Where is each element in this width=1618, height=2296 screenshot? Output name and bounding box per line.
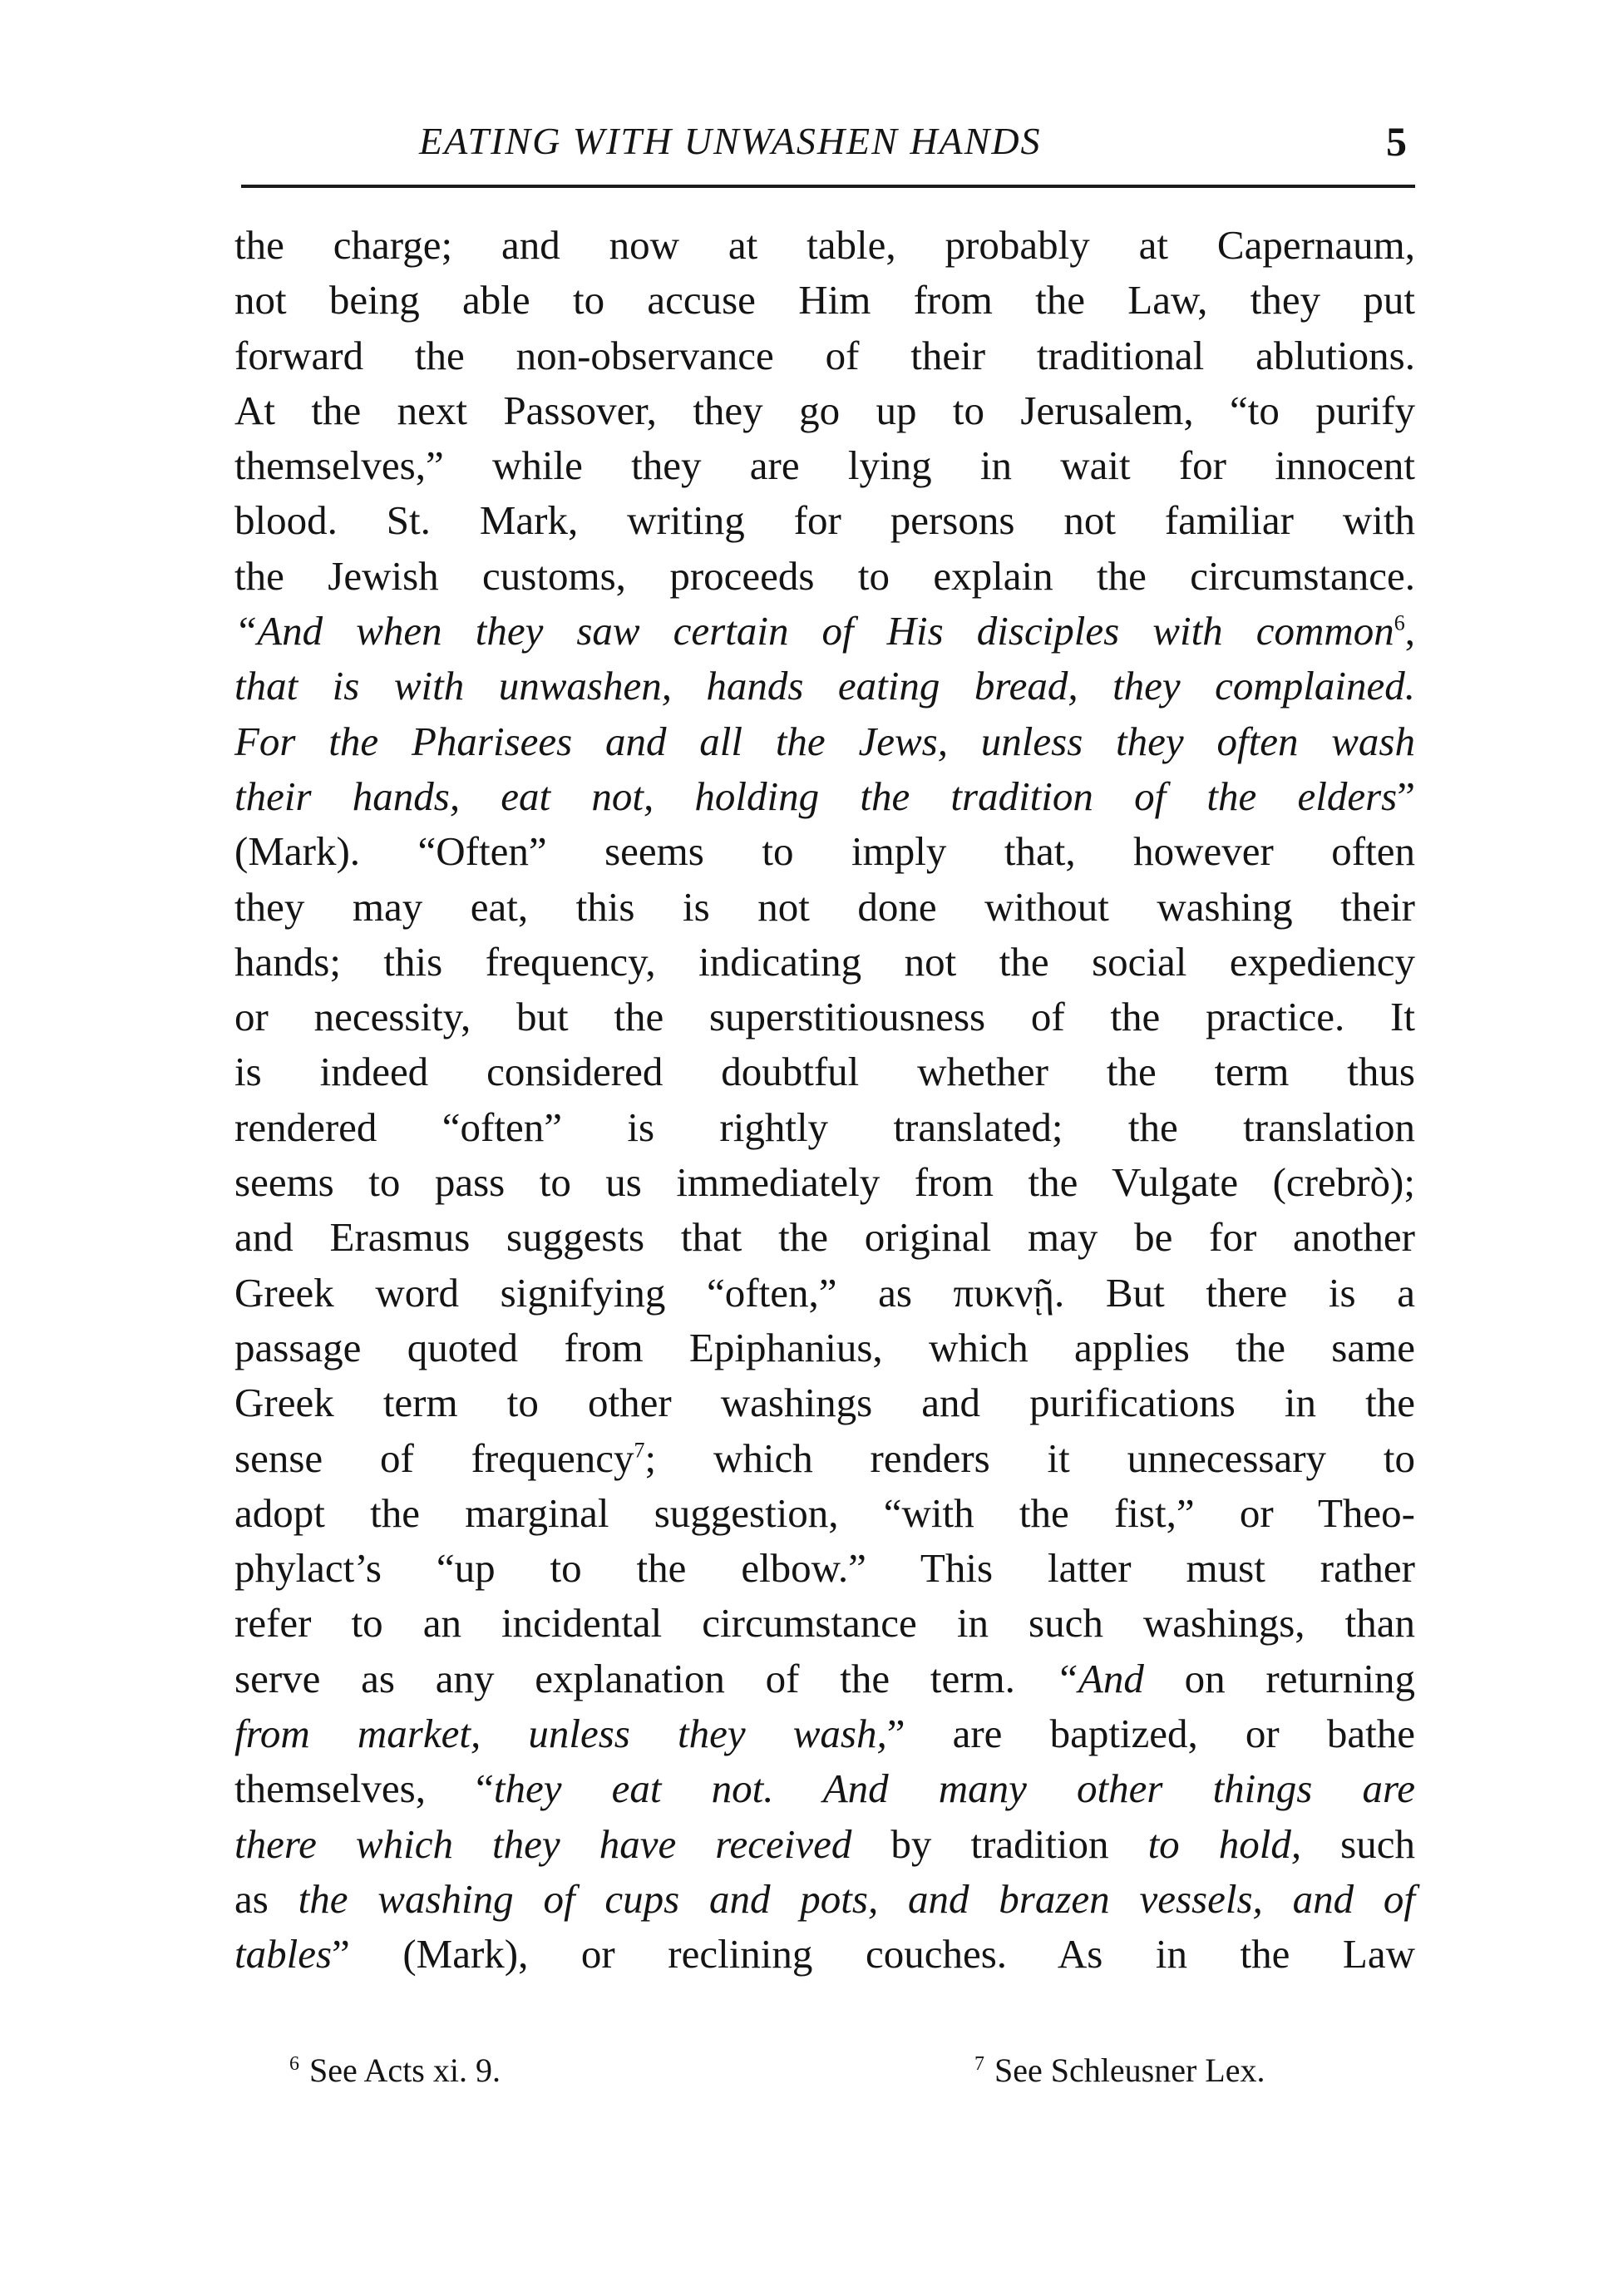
text-segment: tables [234, 1931, 333, 1978]
header-rule [241, 185, 1415, 188]
text-line [234, 273, 1415, 328]
text-segment: “And [1055, 1655, 1144, 1701]
text-segment: to hold, [1147, 1820, 1302, 1867]
text-line [234, 604, 1415, 659]
text-segment: Greek term to other washings and purifications in the [234, 1380, 1415, 1426]
text-line [234, 880, 1415, 935]
text-line [234, 328, 1415, 383]
page-number: 5 [1386, 118, 1407, 165]
text-segment: and Erasmus suggests that the original may be for another [234, 1214, 1415, 1261]
text-line [234, 1155, 1415, 1210]
text-line [234, 1927, 1415, 1982]
text-line [234, 493, 1415, 548]
text-line [234, 714, 1415, 769]
text-line [234, 1486, 1415, 1541]
running-title: EATING WITH UNWASHEN HANDS [419, 120, 1042, 162]
text-line [234, 769, 1415, 824]
text-segment: they may eat, this is not done without washing their [234, 883, 1415, 930]
text-segment: the charge; and now at table, probably at Capernaum, [234, 222, 1415, 268]
text-line [234, 1375, 1415, 1430]
text-segment: hands; this frequency, indicating not the social expediency [234, 938, 1415, 985]
footnote-7-mark: 7 [974, 2052, 984, 2075]
text-segment: blood. St. Mark, writing for persons not familiar with [234, 497, 1415, 544]
text-line [234, 1431, 1415, 1486]
text-segment: serve as any explanation of the term. [234, 1655, 1056, 1701]
text-line [234, 1541, 1415, 1596]
text-line [234, 1706, 1415, 1761]
footnote-7 [974, 2046, 1265, 2096]
text-segment: passage quoted from Epiphanius, which applies the same [234, 1324, 1415, 1370]
text-line [234, 659, 1415, 713]
text-line [234, 1100, 1415, 1155]
text-line [234, 1210, 1415, 1265]
text-segment: as [234, 1875, 298, 1922]
text-segment: sense of frequency [234, 1434, 634, 1481]
text-segment: (Mark). “Often” seems to imply that, however often [234, 828, 1415, 875]
text-segment: ” are baptized, or bathe [886, 1711, 1415, 1757]
text-line [234, 218, 1415, 273]
footnote-reference: 7 [634, 1438, 645, 1463]
text-segment: themselves, “ [234, 1765, 494, 1812]
text-segment: At the next Passover, they go up to Jerusalem, “to purify [234, 387, 1415, 433]
text-line [234, 1872, 1415, 1927]
text-segment: For the Pharisees and all the Jews, unless they often wash [234, 718, 1415, 764]
text-segment: is indeed considered doubtful whether the term thus [234, 1049, 1415, 1095]
text-line [234, 1321, 1415, 1375]
body-text [234, 218, 1415, 1982]
text-line [234, 438, 1415, 493]
text-segment: such [1301, 1820, 1415, 1867]
text-segment: not being able to accuse Him from the Law, they put [234, 277, 1415, 323]
footnotes [234, 2046, 1415, 2096]
text-line [234, 1761, 1415, 1816]
text-line [234, 549, 1415, 604]
text-segment: themselves,” while they are lying in wait for innocent [234, 442, 1415, 489]
text-segment: ; which renders it unnecessary to [644, 1434, 1415, 1481]
text-line [234, 935, 1415, 990]
text-segment: phylact’s “up to the elbow.” This latter must rather [234, 1545, 1415, 1592]
text-segment: rendered “often” is rightly translated; the translation [234, 1104, 1415, 1150]
text-segment: on returning [1143, 1655, 1415, 1701]
text-segment: there which they have received [234, 1820, 852, 1867]
text-segment: they eat not. And many other things are [493, 1765, 1415, 1812]
text-line [234, 990, 1415, 1044]
text-line [234, 1817, 1415, 1872]
text-line [234, 1266, 1415, 1321]
text-segment: refer to an incidental circumstance in such washings, than [234, 1600, 1415, 1647]
text-line [234, 383, 1415, 438]
text-segment: or necessity, but the superstitiousness of the practice. It [234, 994, 1415, 1040]
text-segment: from market, unless they wash, [234, 1711, 887, 1757]
footnote-6 [289, 2046, 501, 2096]
text-segment: forward the non-observance of their traditional ablutions. [234, 332, 1415, 378]
text-segment: that is with unwashen, hands eating bread, they complained. [234, 663, 1415, 709]
text-segment: “And when they saw certain of His disciples with common [234, 608, 1394, 654]
footnote-6-text: See Acts xi. 9. [309, 2052, 501, 2089]
text-line [234, 824, 1415, 879]
text-line [234, 1596, 1415, 1651]
text-segment: , [1404, 608, 1415, 654]
text-segment: ” (Mark), or reclining couches. As in the Law [332, 1931, 1415, 1978]
text-segment: the washing of cups and pots, and brazen vessels, and of [298, 1875, 1415, 1922]
text-segment: adopt the marginal suggestion, “with the fist,” or Theo- [234, 1489, 1415, 1536]
text-segment: ” [1397, 773, 1415, 819]
text-line [234, 1044, 1415, 1099]
footnote-7-text: See Schleusner Lex. [994, 2052, 1265, 2089]
text-segment: the Jewish customs, proceeds to explain the circumstance. [234, 552, 1415, 599]
footnote-6-mark: 6 [289, 2052, 299, 2075]
text-segment: seems to pass to us immediately from the Vulgate (crebrò); [234, 1159, 1415, 1206]
text-segment: by tradition [851, 1820, 1148, 1867]
text-segment: their hands, eat not, holding the tradition of the elders [234, 773, 1398, 819]
footnote-reference: 6 [1394, 610, 1405, 635]
running-head [234, 112, 1415, 170]
text-line [234, 1652, 1415, 1706]
text-segment: Greek word signifying “often,” as πυκνῇ. But there is a [234, 1269, 1415, 1316]
